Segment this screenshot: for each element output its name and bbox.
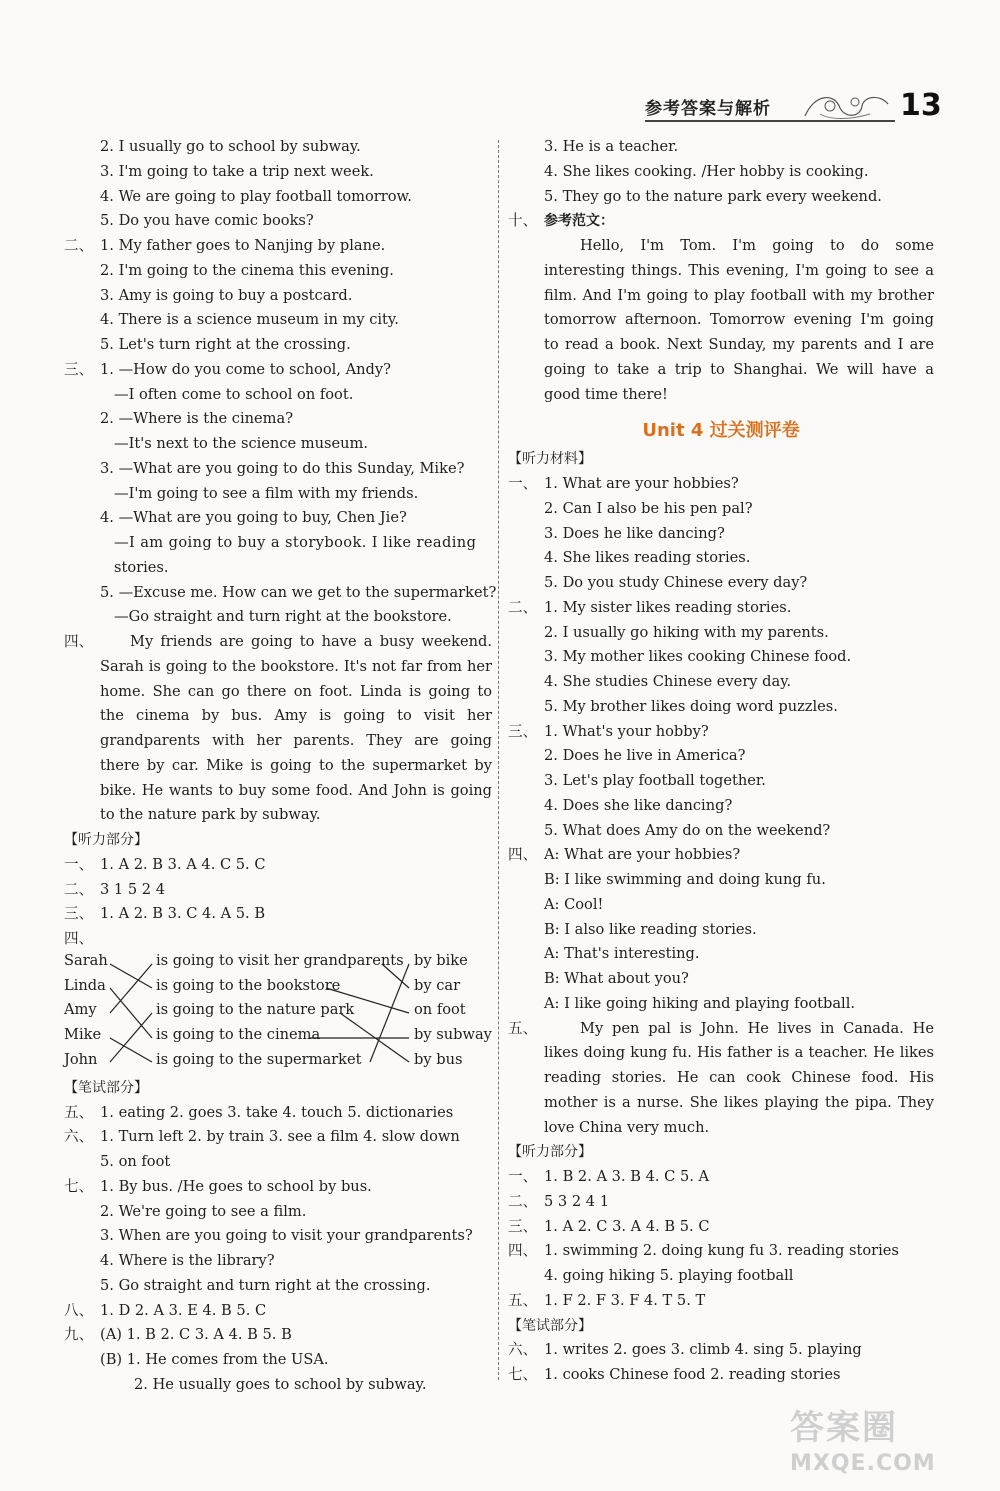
section-label: 七、 — [508, 1366, 538, 1383]
answer-line: 2. I'm going to the cinema this evening. — [100, 261, 394, 279]
section-label: 三、 — [508, 722, 538, 740]
answer-line: 2. I usually go to school by subway. — [100, 138, 361, 155]
answer-line: 4. Does she like dancing? — [544, 796, 733, 814]
section-label: 五、 — [508, 1291, 538, 1309]
section-label: 三、 — [64, 360, 94, 378]
dialogue-line: B: I also like reading stories. — [544, 920, 757, 938]
answer-line: 4. She studies Chinese every day. — [544, 673, 792, 690]
matching-diagram — [64, 952, 492, 1076]
section-label: 四、 — [64, 633, 94, 650]
match-name: Mike — [64, 1026, 102, 1043]
site-watermark — [790, 1400, 980, 1480]
dialogue-line: A: Cool! — [544, 895, 604, 913]
match-action: is going to the supermarket — [156, 1050, 362, 1068]
match-way: on foot — [414, 1001, 466, 1019]
written-header: 【笔试部分】 — [508, 1317, 592, 1334]
answer-line: 1. By bus. /He goes to school by bus. — [100, 1177, 372, 1195]
answer-line: stories. — [114, 558, 169, 576]
answer-line: 1. A 2. C 3. A 4. B 5. C — [544, 1217, 710, 1235]
answer-line: 1. writes 2. goes 3. climb 4. sing 5. playing — [544, 1341, 862, 1359]
section-label: 二、 — [64, 880, 94, 898]
answer-line: 4. She likes cooking. /Her hobby is cooking. — [544, 162, 869, 180]
answer-line: 2. He usually goes to school by subway. — [134, 1375, 427, 1393]
right-column — [508, 135, 934, 1388]
dialogue-line: A: I like going hiking and playing football. — [544, 994, 856, 1012]
answer-line: 5. Let's turn right at the crossing. — [100, 336, 351, 353]
paragraph-text: My friends are going to have a busy weekend. Sarah is going to the bookstore. It's not far from her home. She can go there on foot. Linda is going to the cinema by bus. Amy is going to visit her grandparents with her parents. They are going there by car. Mike is going to the supermarket by bike. He wants to buy some food. And John is going to the nature park by subway. — [100, 633, 492, 824]
answer-line: 5. —Excuse me. How can we get to the supermarket? — [100, 583, 497, 601]
answer-line: 4. She likes reading stories. — [544, 549, 751, 567]
match-name: Amy — [64, 1001, 97, 1019]
match-way: by bike — [414, 951, 468, 969]
section-label: 一、 — [64, 855, 94, 873]
match-way: by bus — [414, 1050, 463, 1068]
dialogue-line: A: That's interesting. — [544, 945, 700, 963]
answer-line: (B) 1. He comes from the USA. — [100, 1351, 329, 1368]
answer-line: 2. —Where is the cinema? — [100, 410, 294, 428]
section-label: 九、 — [64, 1326, 94, 1344]
answer-line: 3. I'm going to take a trip next week. — [100, 162, 374, 180]
header-title: 参考答案与解析 — [645, 99, 771, 119]
answer-line: 1. My sister likes reading stories. — [544, 598, 792, 616]
written-header: 【笔试部分】 — [64, 1079, 148, 1096]
answer-line: 5. What does Amy do on the weekend? — [544, 821, 831, 839]
watermark-logo: 答案圈 — [790, 1408, 898, 1448]
dialogue-line: A: What are your hobbies? — [544, 846, 741, 864]
answer-line: 4. Where is the library? — [100, 1252, 275, 1269]
answer-line: 3 1 5 2 4 — [100, 880, 165, 898]
answer-line: 4. We are going to play football tomorrow. — [100, 187, 412, 205]
section-label: 一、 — [508, 1168, 538, 1185]
match-action: is going to visit her grandparents — [156, 951, 404, 969]
match-name: John — [64, 1050, 98, 1068]
answer-line: 1. A 2. B 3. C 4. A 5. B — [100, 905, 266, 923]
left-column — [64, 135, 497, 1398]
dialogue-line: B: I like swimming and doing kung fu. — [544, 871, 826, 888]
match-name: Linda — [64, 976, 106, 994]
answer-line: 1. F 2. F 3. F 4. T 5. T — [544, 1291, 706, 1309]
match-action: is going to the cinema — [156, 1026, 321, 1043]
sample-essay-title: 参考范文： — [544, 213, 614, 230]
answer-line: 1. —How do you come to school, Andy? — [100, 360, 391, 378]
section-label: 三、 — [508, 1217, 538, 1235]
answer-line: 1. What are your hobbies? — [544, 475, 739, 492]
answer-line: 3. Does he like dancing? — [544, 524, 725, 542]
section-label: 四、 — [508, 1242, 538, 1260]
match-way: by subway — [414, 1026, 492, 1043]
material-header: 【听力材料】 — [508, 451, 592, 468]
answer-line: 3. He is a teacher. — [544, 138, 679, 155]
section-label: 六、 — [508, 1341, 538, 1359]
section-label: 二、 — [64, 237, 94, 254]
listening-header: 【听力部分】 — [508, 1144, 592, 1161]
section-label: 四、 — [508, 846, 538, 864]
section-label: 五、 — [64, 1103, 94, 1121]
page-header — [0, 88, 1000, 128]
answer-line: (A) 1. B 2. C 3. A 4. B 5. B — [100, 1326, 292, 1344]
answer-line: 1. Turn left 2. by train 3. see a film 4. slow down — [100, 1128, 460, 1146]
answer-line: 1. What's your hobby? — [544, 722, 709, 740]
answer-line: 1. A 2. B 3. A 4. C 5. C — [100, 855, 266, 873]
section-four-paragraph — [64, 630, 492, 828]
watermark-url: MXQE.COM — [790, 1451, 936, 1476]
answer-line: 3. —What are you going to do this Sunday, Mike? — [100, 459, 465, 477]
section-five-paragraph — [508, 1017, 934, 1141]
answer-line: 1. eating 2. goes 3. take 4. touch 5. dictionaries — [100, 1103, 454, 1121]
paragraph-text: My pen pal is John. He lives in Canada. He likes doing kung fu. His father is a teacher. He likes reading stories. He can cook Chinese food. His mother is a nurse. She likes playing the pipa. They love China very much. — [544, 1019, 934, 1136]
answer-line: 1. cooks Chinese food 2. reading stories — [544, 1366, 841, 1383]
section-label: 七、 — [64, 1177, 94, 1195]
section-label: 五、 — [508, 1019, 538, 1037]
answer-line: 4. —What are you going to buy, Chen Jie? — [100, 509, 407, 527]
answer-line: 5. on foot — [100, 1153, 171, 1170]
answer-line: —Go straight and turn right at the bookstore. — [114, 608, 452, 626]
answer-line: 5. Go straight and turn right at the crossing. — [100, 1276, 431, 1294]
section-label: 三、 — [64, 905, 94, 923]
answer-line: 1. swimming 2. doing kung fu 3. reading stories — [544, 1242, 899, 1260]
answer-line: 5. My brother likes doing word puzzles. — [544, 697, 838, 715]
page-number: 13 — [900, 88, 942, 123]
answer-line: —It's next to the science museum. — [114, 435, 369, 452]
answer-line: —I often come to school on foot. — [114, 385, 354, 403]
answer-line: 2. I usually go hiking with my parents. — [544, 623, 829, 641]
answer-line: 2. Can I also be his pen pal? — [544, 499, 753, 517]
answer-line: 5. Do you have comic books? — [100, 212, 314, 230]
match-action: is going to the bookstore — [156, 976, 341, 994]
answer-line: 5. Do you study Chinese every day? — [544, 574, 808, 591]
dialogue-line: B: What about you? — [544, 970, 689, 987]
answer-line: 4. going hiking 5. playing football — [544, 1267, 794, 1284]
answer-line: 3. Let's play football together. — [544, 772, 766, 789]
section-label: 八、 — [64, 1301, 94, 1319]
unit-title: Unit 4 过关测评卷 — [642, 420, 800, 442]
answer-line: 4. There is a science museum in my city. — [100, 311, 399, 329]
match-name: Sarah — [64, 951, 108, 969]
section-label: 四、 — [64, 930, 94, 947]
answer-line: 1. B 2. A 3. B 4. C 5. A — [544, 1168, 710, 1185]
match-action: is going to the nature park — [156, 1001, 355, 1019]
section-label: 二、 — [508, 598, 538, 616]
answer-line: 3. My mother likes cooking Chinese food. — [544, 648, 852, 666]
answer-line: 1. My father goes to Nanjing by plane. — [100, 237, 386, 254]
listening-header: 【听力部分】 — [64, 832, 148, 848]
section-label: 十、 — [508, 212, 538, 230]
answer-line: —I am going to buy a storybook. I like reading — [114, 534, 477, 551]
section-label: 六、 — [64, 1128, 94, 1146]
answer-line: 5. They go to the nature park every weekend. — [544, 187, 882, 205]
answer-line: —I'm going to see a film with my friends. — [114, 484, 419, 502]
match-way: by car — [414, 976, 461, 994]
answer-line: 3. Amy is going to buy a postcard. — [100, 286, 353, 304]
column-divider — [498, 140, 499, 1380]
sample-essay: Hello, I'm Tom. I'm going to do some interesting things. This evening, I'm going to see a film. And I'm going to play football with my brother tomorrow afternoon. Tomorrow evening I'm going to read a book. Next Sunday, my parents and I are going to take a trip to Shanghai. We will have a good time there! — [544, 237, 934, 403]
section-label: 一、 — [508, 475, 538, 492]
answer-line: 3. When are you going to visit your grandparents? — [100, 1227, 473, 1245]
answer-line: 1. D 2. A 3. E 4. B 5. C — [100, 1301, 267, 1319]
header-decoration-icon — [800, 88, 895, 122]
answer-line: 5 3 2 4 1 — [544, 1192, 609, 1210]
answer-line: 2. Does he live in America? — [544, 747, 746, 765]
answer-line: 2. We're going to see a film. — [100, 1202, 307, 1220]
section-label: 二、 — [508, 1192, 538, 1210]
